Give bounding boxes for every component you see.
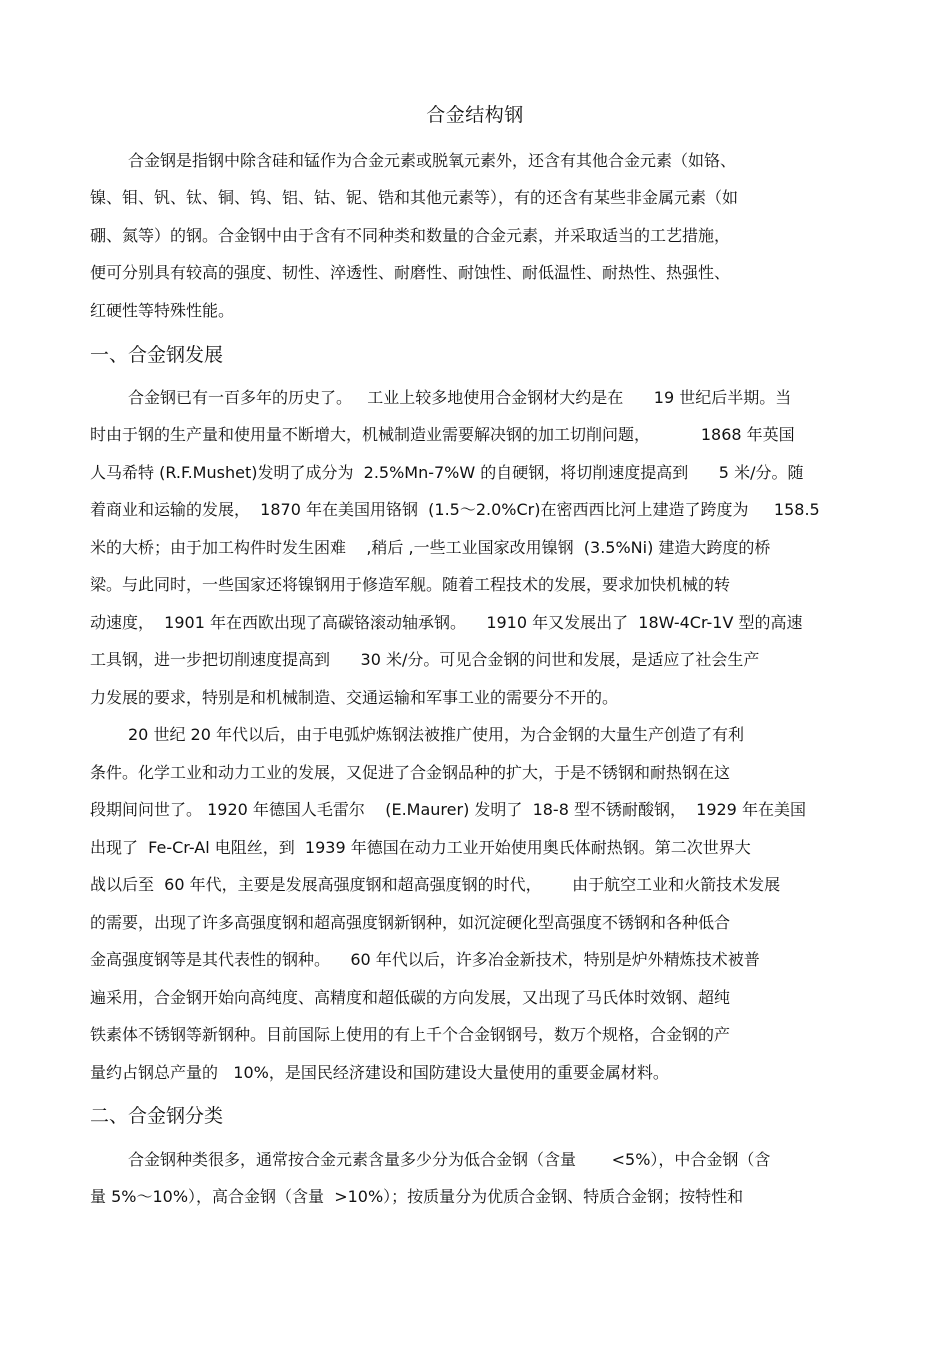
paragraph-line: 着商业和运输的发展， 1870 年在美国用铬钢 (1.5～2.0%Cr)在密西西比河上建造了跨度为 158.5 xyxy=(90,500,820,519)
paragraph-line: 力发展的要求，特别是和机械制造、交通运输和军事工业的需要分不开的。 xyxy=(90,688,619,707)
paragraph-line: 出现了 Fe-Cr-Al 电阻丝，到 1939 年德国在动力工业开始使用奥氏体耐热钢。第二次世界大 xyxy=(90,838,751,857)
paragraph-line: 工具钢，进一步把切削速度提高到 30 米/分。可见合金钢的问世和发展，是适应了社会生产 xyxy=(90,650,760,669)
intro-line: 红硬性等特殊性能。 xyxy=(90,301,235,320)
intro-line: 硼、氮等）的钢。合金钢中由于含有不同种类和数量的合金元素，并采取适当的工艺措施， xyxy=(90,226,731,245)
section-heading: 二、合金钢分类 xyxy=(90,1105,224,1127)
paragraph-line: 条件。化学工业和动力工业的发展，又促进了合金钢品种的扩大，于是不锈钢和耐热钢在这 xyxy=(90,763,731,782)
paragraph-line: 段期间问世了。 1920 年德国人毛雷尔 (E.Maurer) 发明了 18-8 型不锈耐酸钢， 1929 年在美国 xyxy=(90,800,806,819)
paragraph-line: 量 5%～10%），高合金钢（含量 >10%）；按质量分为优质合金钢、特质合金钢；按特性和 xyxy=(90,1187,744,1206)
intro-line: 镍、钼、钒、钛、铜、钨、铝、钴、铌、锆和其他元素等），有的还含有某些非金属元素（如 xyxy=(90,188,739,207)
paragraph-line: 动速度， 1901 年在西欧出现了高碳铬滚动轴承钢。 1910 年又发展出了 18W-4Cr-1V 型的高速 xyxy=(90,613,803,632)
paragraph-line: 合金钢已有一百多年的历史了。 工业上较多地使用合金钢材大约是在 19 世纪后半期。当 xyxy=(128,388,792,407)
paragraph-line: 20 世纪 20 年代以后，由于电弧炉炼钢法被推广使用，为合金钢的大量生产创造了有利 xyxy=(128,725,744,744)
paragraph-line: 梁。与此同时，一些国家还将镍钢用于修造军舰。随着工程技术的发展，要求加快机械的转 xyxy=(90,575,731,594)
paragraph-line: 米的大桥；由于加工构件时发生困难 ,稍后 ,一些工业国家改用镍钢 (3.5%Ni) 建造大跨度的桥 xyxy=(90,538,771,557)
paragraph-line: 金高强度钢等是其代表性的钢种。 60 年代以后，许多冶金新技术，特别是炉外精炼技术被普 xyxy=(90,950,760,969)
paragraph-line: 量约占钢总产量的 10%，是国民经济建设和国防建设大量使用的重要金属材料。 xyxy=(90,1063,669,1082)
paragraph-line: 的需要，出现了许多高强度钢和超高强度钢新钢种，如沉淀硬化型高强度不锈钢和各种低合 xyxy=(90,913,731,932)
paragraph-line: 战以后至 60 年代，主要是发展高强度钢和超高强度钢的时代， 由于航空工业和火箭技术发展 xyxy=(90,875,781,894)
paragraph-line: 时由于钢的生产量和使用量不断增大，机械制造业需要解决钢的加工切削问题， 1868 年英国 xyxy=(90,425,795,444)
paragraph-line: 合金钢种类很多，通常按合金元素含量多少分为低合金钢（含量 <5%），中合金钢（含 xyxy=(128,1150,771,1169)
document-title: 合金结构钢 xyxy=(426,104,524,126)
intro-line: 合金钢是指钢中除含硅和锰作为合金元素或脱氧元素外，还含有其他合金元素（如铬、 xyxy=(128,151,737,170)
paragraph-line: 铁素体不锈钢等新钢种。目前国际上使用的有上千个合金钢钢号，数万个规格，合金钢的产 xyxy=(90,1025,731,1044)
section-heading: 一、合金钢发展 xyxy=(90,344,224,366)
paragraph-line: 人马希特 (R.F.Mushet)发明了成分为 2.5%Mn-7%W 的自硬钢，将切削速度提高到 5 米/分。随 xyxy=(90,463,804,482)
paragraph-line: 遍采用，合金钢开始向高纯度、高精度和超低碳的方向发展，又出现了马氏体时效钢、超纯 xyxy=(90,988,731,1007)
intro-line: 便可分别具有较高的强度、韧性、淬透性、耐磨性、耐蚀性、耐低温性、耐热性、热强性、 xyxy=(90,263,731,282)
